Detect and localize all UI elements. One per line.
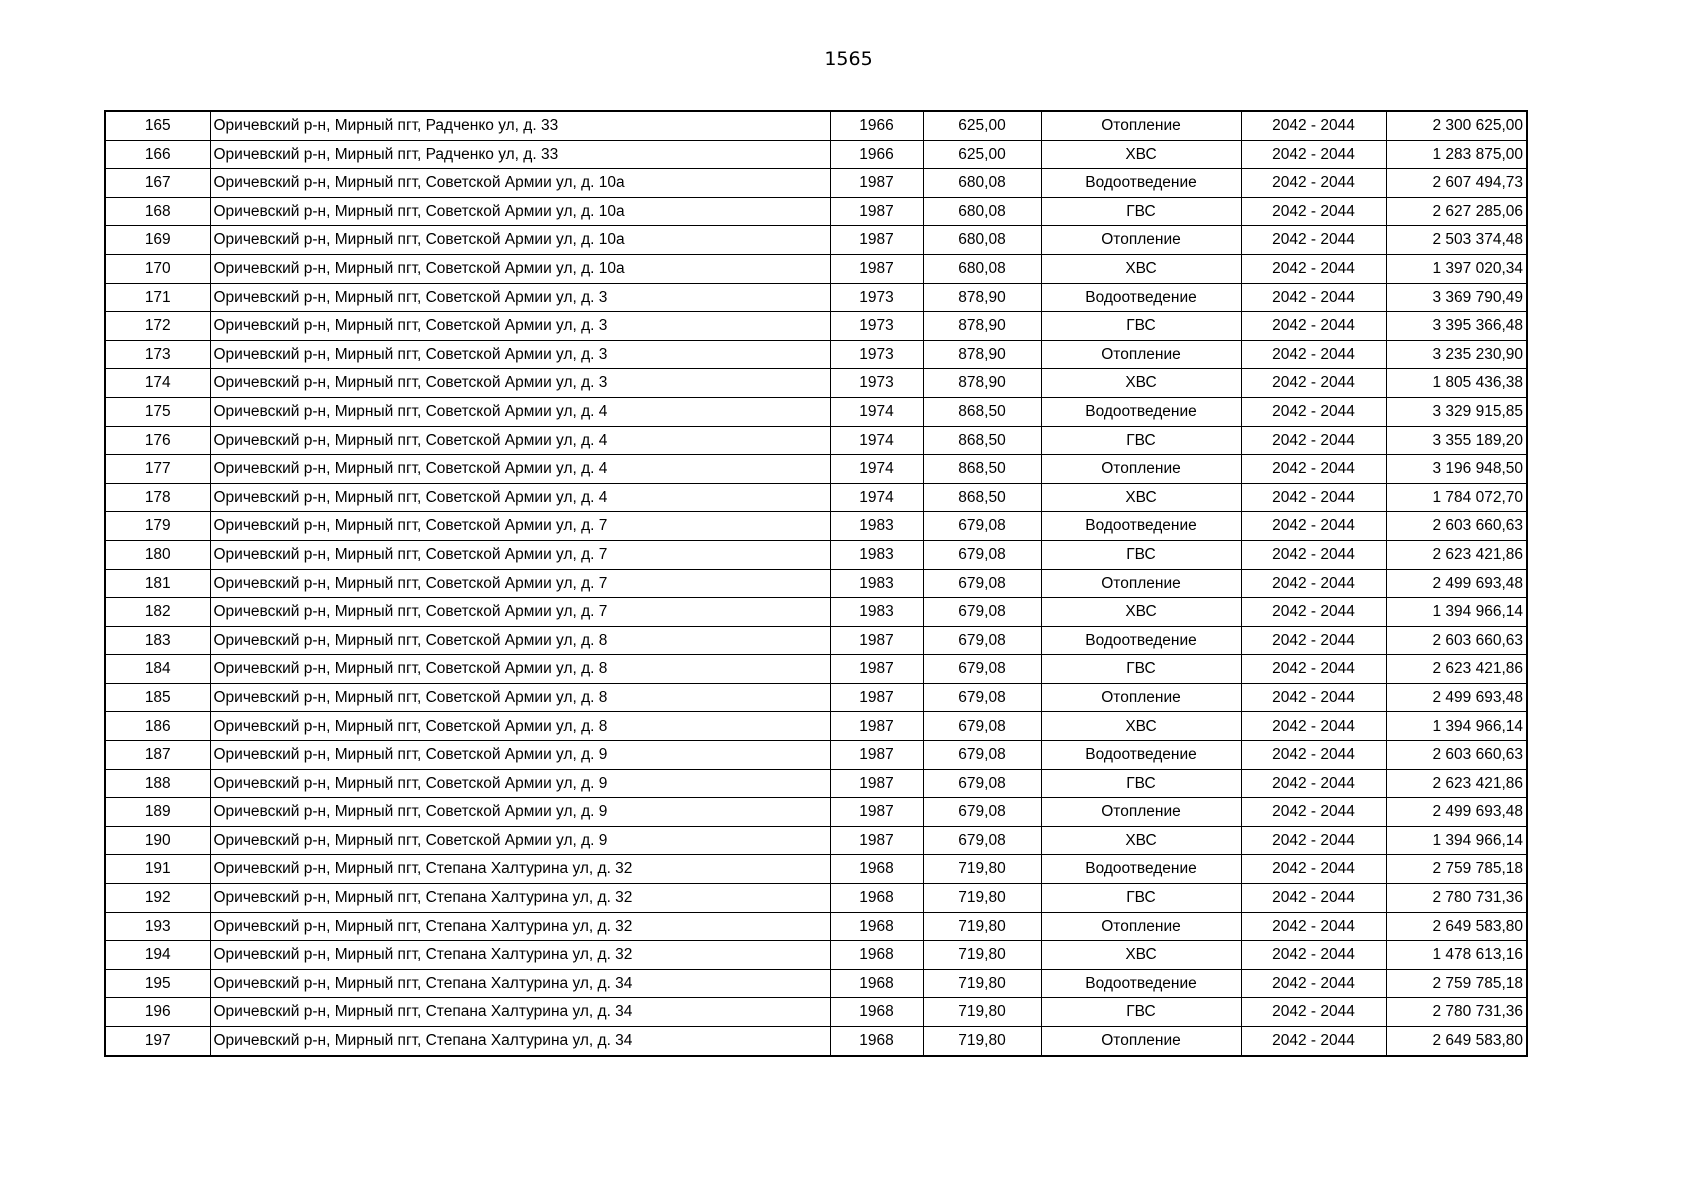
table-row	[105, 312, 1527, 341]
row-number-cell: 176	[105, 426, 210, 455]
cost-cell: 2 603 660,63	[1386, 741, 1527, 770]
build-year-cell: 1987	[830, 769, 923, 798]
area-cell: 868,50	[923, 483, 1041, 512]
address-cell: Оричевский р-н, Мирный пгт, Советской Армии ул, д. 8	[210, 655, 830, 684]
area-cell: 868,50	[923, 426, 1041, 455]
area-cell: 868,50	[923, 397, 1041, 426]
build-year-cell: 1968	[830, 912, 923, 941]
build-year-cell: 1987	[830, 741, 923, 770]
address-cell: Оричевский р-н, Мирный пгт, Советской Армии ул, д. 10а	[210, 254, 830, 283]
build-year-cell: 1987	[830, 226, 923, 255]
work-type-cell: Отопление	[1041, 798, 1241, 827]
period-cell: 2042 - 2044	[1241, 798, 1386, 827]
table-row	[105, 1027, 1527, 1056]
cost-cell: 2 623 421,86	[1386, 769, 1527, 798]
work-type-cell: Отопление	[1041, 569, 1241, 598]
build-year-cell: 1987	[830, 197, 923, 226]
period-cell: 2042 - 2044	[1241, 941, 1386, 970]
row-number-cell: 194	[105, 941, 210, 970]
area-cell: 679,08	[923, 626, 1041, 655]
period-cell: 2042 - 2044	[1241, 226, 1386, 255]
address-cell: Оричевский р-н, Мирный пгт, Степана Халтурина ул, д. 34	[210, 969, 830, 998]
row-number-cell: 165	[105, 111, 210, 140]
cost-cell: 1 394 966,14	[1386, 598, 1527, 627]
build-year-cell: 1987	[830, 254, 923, 283]
address-cell: Оричевский р-н, Мирный пгт, Советской Армии ул, д. 9	[210, 798, 830, 827]
work-type-cell: Водоотведение	[1041, 855, 1241, 884]
row-number-cell: 168	[105, 197, 210, 226]
period-cell: 2042 - 2044	[1241, 741, 1386, 770]
table-row	[105, 483, 1527, 512]
address-cell: Оричевский р-н, Мирный пгт, Советской Армии ул, д. 7	[210, 569, 830, 598]
cost-cell: 2 603 660,63	[1386, 512, 1527, 541]
row-number-cell: 185	[105, 683, 210, 712]
table-row	[105, 569, 1527, 598]
table-row	[105, 626, 1527, 655]
row-number-cell: 184	[105, 655, 210, 684]
row-number-cell: 186	[105, 712, 210, 741]
row-number-cell: 169	[105, 226, 210, 255]
address-cell: Оричевский р-н, Мирный пгт, Степана Халтурина ул, д. 34	[210, 1027, 830, 1056]
build-year-cell: 1973	[830, 340, 923, 369]
address-cell: Оричевский р-н, Мирный пгт, Советской Армии ул, д. 9	[210, 826, 830, 855]
row-number-cell: 182	[105, 598, 210, 627]
row-number-cell: 175	[105, 397, 210, 426]
area-cell: 719,80	[923, 884, 1041, 913]
row-number-cell: 183	[105, 626, 210, 655]
cost-cell: 1 283 875,00	[1386, 140, 1527, 169]
table-row	[105, 197, 1527, 226]
build-year-cell: 1974	[830, 483, 923, 512]
row-number-cell: 166	[105, 140, 210, 169]
cost-cell: 2 607 494,73	[1386, 169, 1527, 198]
row-number-cell: 197	[105, 1027, 210, 1056]
build-year-cell: 1968	[830, 941, 923, 970]
area-cell: 625,00	[923, 140, 1041, 169]
build-year-cell: 1974	[830, 397, 923, 426]
row-number-cell: 190	[105, 826, 210, 855]
area-cell: 679,08	[923, 712, 1041, 741]
address-cell: Оричевский р-н, Мирный пгт, Советской Армии ул, д. 3	[210, 369, 830, 398]
address-cell: Оричевский р-н, Мирный пгт, Степана Халтурина ул, д. 32	[210, 884, 830, 913]
area-cell: 679,08	[923, 512, 1041, 541]
cost-cell: 2 623 421,86	[1386, 655, 1527, 684]
area-cell: 679,08	[923, 826, 1041, 855]
cost-cell: 3 369 790,49	[1386, 283, 1527, 312]
work-type-cell: Отопление	[1041, 683, 1241, 712]
period-cell: 2042 - 2044	[1241, 912, 1386, 941]
table-row	[105, 254, 1527, 283]
address-cell: Оричевский р-н, Мирный пгт, Степана Халтурина ул, д. 34	[210, 998, 830, 1027]
cost-cell: 1 397 020,34	[1386, 254, 1527, 283]
work-type-cell: ХВС	[1041, 712, 1241, 741]
work-type-cell: Водоотведение	[1041, 626, 1241, 655]
address-cell: Оричевский р-н, Мирный пгт, Советской Армии ул, д. 8	[210, 712, 830, 741]
row-number-cell: 178	[105, 483, 210, 512]
row-number-cell: 180	[105, 540, 210, 569]
table-row	[105, 969, 1527, 998]
build-year-cell: 1968	[830, 855, 923, 884]
cost-cell: 3 395 366,48	[1386, 312, 1527, 341]
table-row	[105, 540, 1527, 569]
work-type-cell: Водоотведение	[1041, 283, 1241, 312]
period-cell: 2042 - 2044	[1241, 569, 1386, 598]
area-cell: 679,08	[923, 655, 1041, 684]
build-year-cell: 1968	[830, 969, 923, 998]
cost-cell: 2 780 731,36	[1386, 884, 1527, 913]
address-cell: Оричевский р-н, Мирный пгт, Советской Армии ул, д. 7	[210, 598, 830, 627]
area-cell: 868,50	[923, 455, 1041, 484]
work-type-cell: ГВС	[1041, 540, 1241, 569]
address-cell: Оричевский р-н, Мирный пгт, Советской Армии ул, д. 3	[210, 312, 830, 341]
table-row	[105, 941, 1527, 970]
table-row	[105, 712, 1527, 741]
build-year-cell: 1987	[830, 826, 923, 855]
build-year-cell: 1983	[830, 540, 923, 569]
work-type-cell: Отопление	[1041, 340, 1241, 369]
address-cell: Оричевский р-н, Мирный пгт, Радченко ул, д. 33	[210, 140, 830, 169]
address-cell: Оричевский р-н, Мирный пгт, Советской Армии ул, д. 9	[210, 741, 830, 770]
table-row	[105, 140, 1527, 169]
table-row	[105, 683, 1527, 712]
address-cell: Оричевский р-н, Мирный пгт, Советской Армии ул, д. 7	[210, 540, 830, 569]
row-number-cell: 193	[105, 912, 210, 941]
row-number-cell: 177	[105, 455, 210, 484]
work-type-cell: ГВС	[1041, 312, 1241, 341]
row-number-cell: 170	[105, 254, 210, 283]
address-cell: Оричевский р-н, Мирный пгт, Советской Армии ул, д. 8	[210, 626, 830, 655]
row-number-cell: 196	[105, 998, 210, 1027]
address-cell: Оричевский р-н, Мирный пгт, Степана Халтурина ул, д. 32	[210, 941, 830, 970]
row-number-cell: 172	[105, 312, 210, 341]
row-number-cell: 179	[105, 512, 210, 541]
table-row	[105, 169, 1527, 198]
build-year-cell: 1968	[830, 884, 923, 913]
build-year-cell: 1973	[830, 369, 923, 398]
address-cell: Оричевский р-н, Мирный пгт, Советской Армии ул, д. 3	[210, 340, 830, 369]
cost-cell: 2 603 660,63	[1386, 626, 1527, 655]
build-year-cell: 1974	[830, 455, 923, 484]
work-type-cell: Отопление	[1041, 226, 1241, 255]
build-year-cell: 1987	[830, 798, 923, 827]
build-year-cell: 1987	[830, 169, 923, 198]
row-number-cell: 189	[105, 798, 210, 827]
period-cell: 2042 - 2044	[1241, 426, 1386, 455]
cost-cell: 2 499 693,48	[1386, 683, 1527, 712]
table-row	[105, 741, 1527, 770]
work-type-cell: ХВС	[1041, 598, 1241, 627]
address-cell: Оричевский р-н, Мирный пгт, Советской Армии ул, д. 10а	[210, 169, 830, 198]
period-cell: 2042 - 2044	[1241, 197, 1386, 226]
period-cell: 2042 - 2044	[1241, 855, 1386, 884]
work-type-cell: ГВС	[1041, 426, 1241, 455]
work-type-cell: Водоотведение	[1041, 741, 1241, 770]
page-number: 1565	[824, 48, 873, 70]
cost-cell: 1 784 072,70	[1386, 483, 1527, 512]
table-row	[105, 598, 1527, 627]
row-number-cell: 171	[105, 283, 210, 312]
period-cell: 2042 - 2044	[1241, 254, 1386, 283]
work-type-cell: ХВС	[1041, 941, 1241, 970]
row-number-cell: 167	[105, 169, 210, 198]
period-cell: 2042 - 2044	[1241, 455, 1386, 484]
cost-cell: 2 780 731,36	[1386, 998, 1527, 1027]
data-table	[104, 110, 1528, 1057]
cost-cell: 1 478 613,16	[1386, 941, 1527, 970]
area-cell: 679,08	[923, 798, 1041, 827]
address-cell: Оричевский р-н, Мирный пгт, Советской Армии ул, д. 8	[210, 683, 830, 712]
build-year-cell: 1983	[830, 598, 923, 627]
address-cell: Оричевский р-н, Мирный пгт, Советской Армии ул, д. 7	[210, 512, 830, 541]
work-type-cell: ХВС	[1041, 369, 1241, 398]
period-cell: 2042 - 2044	[1241, 683, 1386, 712]
build-year-cell: 1987	[830, 683, 923, 712]
table-row	[105, 369, 1527, 398]
area-cell: 625,00	[923, 111, 1041, 140]
area-cell: 679,08	[923, 540, 1041, 569]
build-year-cell: 1968	[830, 1027, 923, 1056]
period-cell: 2042 - 2044	[1241, 769, 1386, 798]
cost-cell: 2 649 583,80	[1386, 1027, 1527, 1056]
area-cell: 878,90	[923, 312, 1041, 341]
area-cell: 679,08	[923, 741, 1041, 770]
cost-cell: 2 623 421,86	[1386, 540, 1527, 569]
row-number-cell: 181	[105, 569, 210, 598]
period-cell: 2042 - 2044	[1241, 283, 1386, 312]
cost-cell: 3 329 915,85	[1386, 397, 1527, 426]
table-body	[105, 111, 1527, 1056]
table-row	[105, 226, 1527, 255]
area-cell: 679,08	[923, 683, 1041, 712]
address-cell: Оричевский р-н, Мирный пгт, Советской Армии ул, д. 9	[210, 769, 830, 798]
work-type-cell: ГВС	[1041, 998, 1241, 1027]
table-row	[105, 884, 1527, 913]
period-cell: 2042 - 2044	[1241, 369, 1386, 398]
table-row	[105, 912, 1527, 941]
area-cell: 680,08	[923, 169, 1041, 198]
period-cell: 2042 - 2044	[1241, 483, 1386, 512]
build-year-cell: 1987	[830, 626, 923, 655]
build-year-cell: 1973	[830, 283, 923, 312]
build-year-cell: 1966	[830, 111, 923, 140]
period-cell: 2042 - 2044	[1241, 598, 1386, 627]
period-cell: 2042 - 2044	[1241, 998, 1386, 1027]
address-cell: Оричевский р-н, Мирный пгт, Степана Халтурина ул, д. 32	[210, 855, 830, 884]
work-type-cell: Отопление	[1041, 1027, 1241, 1056]
period-cell: 2042 - 2044	[1241, 312, 1386, 341]
area-cell: 878,90	[923, 369, 1041, 398]
table-row	[105, 769, 1527, 798]
work-type-cell: ГВС	[1041, 197, 1241, 226]
row-number-cell: 174	[105, 369, 210, 398]
table-row	[105, 798, 1527, 827]
period-cell: 2042 - 2044	[1241, 884, 1386, 913]
build-year-cell: 1966	[830, 140, 923, 169]
work-type-cell: Водоотведение	[1041, 969, 1241, 998]
table-row	[105, 826, 1527, 855]
period-cell: 2042 - 2044	[1241, 397, 1386, 426]
area-cell: 680,08	[923, 254, 1041, 283]
area-cell: 719,80	[923, 969, 1041, 998]
table-row	[105, 426, 1527, 455]
build-year-cell: 1983	[830, 512, 923, 541]
area-cell: 719,80	[923, 912, 1041, 941]
period-cell: 2042 - 2044	[1241, 340, 1386, 369]
period-cell: 2042 - 2044	[1241, 826, 1386, 855]
period-cell: 2042 - 2044	[1241, 626, 1386, 655]
period-cell: 2042 - 2044	[1241, 512, 1386, 541]
address-cell: Оричевский р-н, Мирный пгт, Советской Армии ул, д. 4	[210, 397, 830, 426]
row-number-cell: 191	[105, 855, 210, 884]
address-cell: Оричевский р-н, Мирный пгт, Степана Халтурина ул, д. 32	[210, 912, 830, 941]
row-number-cell: 187	[105, 741, 210, 770]
build-year-cell: 1987	[830, 655, 923, 684]
area-cell: 679,08	[923, 569, 1041, 598]
period-cell: 2042 - 2044	[1241, 540, 1386, 569]
area-cell: 878,90	[923, 283, 1041, 312]
work-type-cell: Отопление	[1041, 111, 1241, 140]
build-year-cell: 1974	[830, 426, 923, 455]
row-number-cell: 188	[105, 769, 210, 798]
address-cell: Оричевский р-н, Мирный пгт, Советской Армии ул, д. 10а	[210, 226, 830, 255]
table-row	[105, 655, 1527, 684]
table-row	[105, 512, 1527, 541]
address-cell: Оричевский р-н, Мирный пгт, Советской Армии ул, д. 4	[210, 426, 830, 455]
cost-cell: 2 759 785,18	[1386, 855, 1527, 884]
work-type-cell: Водоотведение	[1041, 397, 1241, 426]
cost-cell: 1 394 966,14	[1386, 712, 1527, 741]
build-year-cell: 1983	[830, 569, 923, 598]
period-cell: 2042 - 2044	[1241, 169, 1386, 198]
area-cell: 719,80	[923, 855, 1041, 884]
address-cell: Оричевский р-н, Мирный пгт, Радченко ул, д. 33	[210, 111, 830, 140]
cost-cell: 2 649 583,80	[1386, 912, 1527, 941]
work-type-cell: Водоотведение	[1041, 512, 1241, 541]
table-row	[105, 855, 1527, 884]
cost-cell: 2 759 785,18	[1386, 969, 1527, 998]
table-row	[105, 998, 1527, 1027]
work-type-cell: ГВС	[1041, 769, 1241, 798]
work-type-cell: Отопление	[1041, 455, 1241, 484]
cost-cell: 3 235 230,90	[1386, 340, 1527, 369]
period-cell: 2042 - 2044	[1241, 969, 1386, 998]
area-cell: 719,80	[923, 1027, 1041, 1056]
table-row	[105, 340, 1527, 369]
address-cell: Оричевский р-н, Мирный пгт, Советской Армии ул, д. 10а	[210, 197, 830, 226]
row-number-cell: 173	[105, 340, 210, 369]
cost-cell: 2 499 693,48	[1386, 569, 1527, 598]
cost-cell: 2 300 625,00	[1386, 111, 1527, 140]
area-cell: 680,08	[923, 226, 1041, 255]
address-cell: Оричевский р-н, Мирный пгт, Советской Армии ул, д. 3	[210, 283, 830, 312]
area-cell: 680,08	[923, 197, 1041, 226]
cost-cell: 2 627 285,06	[1386, 197, 1527, 226]
area-cell: 679,08	[923, 598, 1041, 627]
work-type-cell: ХВС	[1041, 483, 1241, 512]
build-year-cell: 1987	[830, 712, 923, 741]
work-type-cell: ХВС	[1041, 826, 1241, 855]
table-row	[105, 283, 1527, 312]
address-cell: Оричевский р-н, Мирный пгт, Советской Армии ул, д. 4	[210, 455, 830, 484]
build-year-cell: 1968	[830, 998, 923, 1027]
work-type-cell: ХВС	[1041, 254, 1241, 283]
cost-cell: 1 394 966,14	[1386, 826, 1527, 855]
cost-cell: 3 196 948,50	[1386, 455, 1527, 484]
row-number-cell: 195	[105, 969, 210, 998]
work-type-cell: ХВС	[1041, 140, 1241, 169]
period-cell: 2042 - 2044	[1241, 712, 1386, 741]
period-cell: 2042 - 2044	[1241, 111, 1386, 140]
area-cell: 719,80	[923, 941, 1041, 970]
cost-cell: 3 355 189,20	[1386, 426, 1527, 455]
area-cell: 878,90	[923, 340, 1041, 369]
work-type-cell: Отопление	[1041, 912, 1241, 941]
work-type-cell: ГВС	[1041, 655, 1241, 684]
table-row	[105, 397, 1527, 426]
area-cell: 719,80	[923, 998, 1041, 1027]
row-number-cell: 192	[105, 884, 210, 913]
period-cell: 2042 - 2044	[1241, 140, 1386, 169]
address-cell: Оричевский р-н, Мирный пгт, Советской Армии ул, д. 4	[210, 483, 830, 512]
cost-cell: 2 499 693,48	[1386, 798, 1527, 827]
period-cell: 2042 - 2044	[1241, 1027, 1386, 1056]
table-row	[105, 455, 1527, 484]
table-row	[105, 111, 1527, 140]
period-cell: 2042 - 2044	[1241, 655, 1386, 684]
area-cell: 679,08	[923, 769, 1041, 798]
cost-cell: 2 503 374,48	[1386, 226, 1527, 255]
work-type-cell: Водоотведение	[1041, 169, 1241, 198]
work-type-cell: ГВС	[1041, 884, 1241, 913]
cost-cell: 1 805 436,38	[1386, 369, 1527, 398]
build-year-cell: 1973	[830, 312, 923, 341]
